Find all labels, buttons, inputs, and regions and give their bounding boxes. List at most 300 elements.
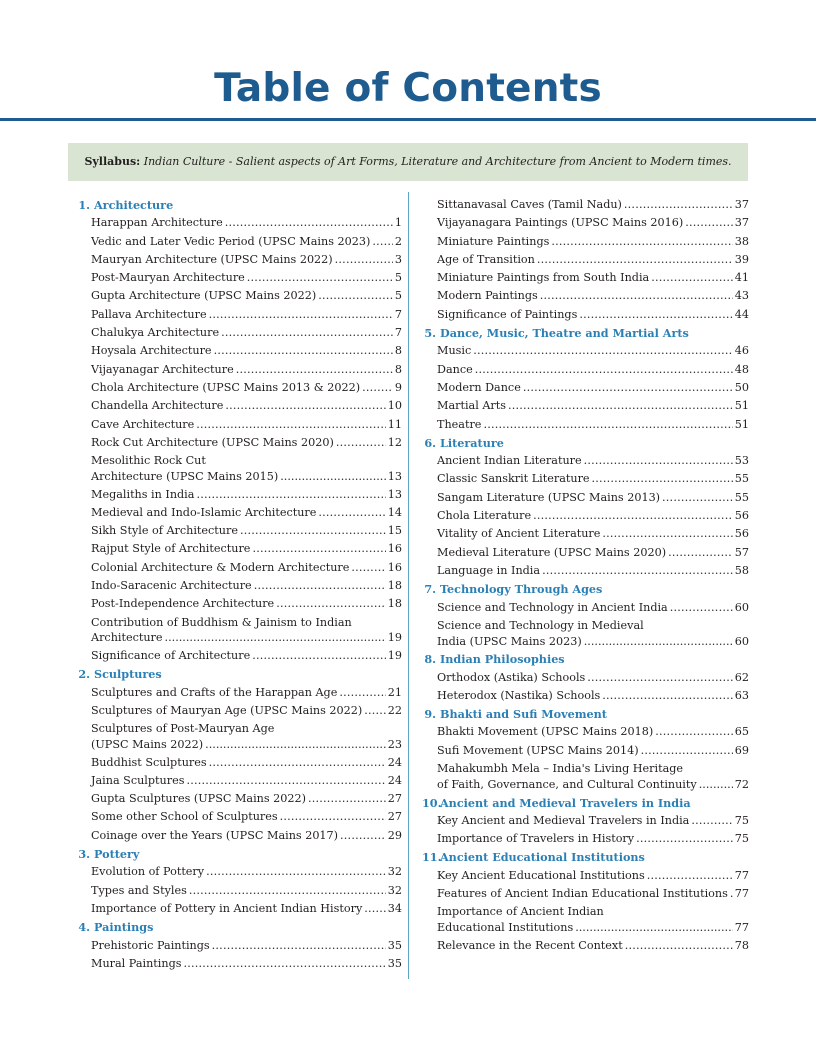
page-number: 55 bbox=[734, 472, 749, 486]
page-number: 18 bbox=[387, 579, 402, 593]
entry-title: Science and Technology in Medieval bbox=[437, 618, 644, 632]
toc-entry[interactable] bbox=[76, 647, 402, 665]
toc-entry[interactable] bbox=[76, 306, 402, 324]
section-title: Paintings bbox=[94, 920, 154, 935]
entry-title: Rajput Style of Architecture bbox=[91, 542, 251, 556]
toc-entry[interactable] bbox=[76, 790, 402, 808]
page-number: 16 bbox=[387, 560, 402, 574]
page-number: 35 bbox=[387, 938, 402, 952]
dot-leader bbox=[209, 754, 386, 772]
toc-entry[interactable] bbox=[422, 507, 749, 525]
entry-title-continued: Architecture (UPSC Mains 2015) bbox=[91, 469, 279, 483]
page-number: 24 bbox=[387, 773, 402, 787]
toc-entry[interactable] bbox=[422, 287, 749, 305]
toc-entry[interactable] bbox=[76, 486, 402, 504]
entry-title: Chola Architecture (UPSC Mains 2013 & 2022) bbox=[91, 380, 361, 394]
dot-leader bbox=[655, 723, 732, 741]
dot-leader bbox=[662, 489, 733, 507]
page-number: 5 bbox=[394, 289, 402, 303]
page-number: 13 bbox=[387, 487, 402, 501]
section-title: Architecture bbox=[94, 198, 174, 213]
page-number: 46 bbox=[734, 344, 749, 358]
entry-title: Language in India bbox=[437, 563, 541, 577]
page-number: 19 bbox=[387, 649, 402, 663]
page-number: 13 bbox=[387, 469, 402, 483]
entry-title: Importance of Ancient Indian bbox=[437, 905, 604, 919]
dot-leader bbox=[508, 397, 733, 415]
section-heading[interactable] bbox=[76, 845, 402, 863]
section-number: 4. bbox=[78, 920, 90, 935]
entry-title: Vedic and Later Vedic Period (UPSC Mains 2023) bbox=[91, 234, 371, 248]
toc-entry[interactable] bbox=[422, 885, 749, 903]
toc-entry[interactable] bbox=[422, 269, 749, 287]
toc-entry[interactable] bbox=[422, 525, 749, 543]
entry-title: Chandella Architecture bbox=[91, 399, 224, 413]
entry-title: Sculptures and Crafts of the Harappan Age bbox=[91, 685, 338, 699]
dot-leader bbox=[254, 577, 386, 595]
page-number: 62 bbox=[734, 670, 749, 684]
toc-entry[interactable] bbox=[422, 723, 749, 741]
page-number: 11 bbox=[387, 417, 402, 431]
dot-leader bbox=[624, 196, 733, 214]
section-heading[interactable] bbox=[422, 848, 749, 866]
entry-title: Music bbox=[437, 344, 472, 358]
page-number: 7 bbox=[394, 307, 402, 321]
entry-title-continued: Architecture bbox=[91, 631, 163, 645]
toc-entry[interactable] bbox=[422, 397, 749, 415]
page-number: 57 bbox=[734, 545, 749, 559]
page-number: 5 bbox=[394, 271, 402, 285]
toc-entry[interactable] bbox=[76, 772, 402, 790]
page-number: 56 bbox=[734, 509, 749, 523]
section-heading[interactable] bbox=[76, 196, 402, 214]
toc-entry[interactable] bbox=[422, 233, 749, 251]
dot-leader bbox=[189, 882, 386, 900]
toc-entry[interactable] bbox=[422, 196, 749, 214]
toc-entry[interactable] bbox=[76, 251, 402, 269]
dot-leader bbox=[641, 742, 733, 760]
page-number: 14 bbox=[387, 505, 402, 519]
page-number: 53 bbox=[734, 454, 749, 468]
entry-title: Heterodox (Nastika) Schools bbox=[437, 688, 601, 702]
dot-leader bbox=[523, 379, 733, 397]
dot-leader bbox=[335, 251, 393, 269]
section-number: 6. bbox=[424, 436, 436, 450]
entry-title-continued: India (UPSC Mains 2023) bbox=[437, 634, 582, 648]
dot-leader bbox=[699, 777, 733, 793]
toc-entry[interactable] bbox=[422, 416, 749, 434]
dot-leader bbox=[685, 214, 733, 232]
page-number: 32 bbox=[387, 883, 402, 897]
entry-title: Harappan Architecture bbox=[91, 216, 223, 230]
section-heading[interactable] bbox=[422, 793, 749, 811]
dot-leader bbox=[212, 937, 386, 955]
page-number: 44 bbox=[734, 307, 749, 321]
dot-leader bbox=[602, 525, 732, 543]
toc-entry[interactable] bbox=[76, 269, 402, 287]
section-heading[interactable] bbox=[76, 665, 402, 683]
dot-leader bbox=[240, 522, 386, 540]
entry-title: Sufi Movement (UPSC Mains 2014) bbox=[437, 743, 639, 757]
page-number: 38 bbox=[734, 234, 749, 248]
page-number: 8 bbox=[394, 344, 402, 358]
dot-leader bbox=[364, 702, 385, 720]
entry-title: Significance of Paintings bbox=[437, 307, 578, 321]
toc-entry[interactable] bbox=[422, 599, 749, 617]
toc-entry[interactable] bbox=[76, 937, 402, 955]
section-title: Dance, Music, Theatre and Martial Arts bbox=[440, 326, 689, 341]
entry-title: Megaliths in India bbox=[91, 487, 195, 501]
entry-line2 bbox=[91, 737, 402, 753]
page-number: 37 bbox=[734, 198, 749, 211]
dot-leader bbox=[247, 269, 393, 287]
entry-title: Cave Architecture bbox=[91, 417, 195, 431]
toc-entry[interactable] bbox=[76, 808, 402, 826]
section-number: 5. bbox=[424, 326, 436, 341]
page-number: 29 bbox=[387, 828, 402, 842]
section-title: Indian Philosophies bbox=[440, 652, 565, 667]
section-heading[interactable] bbox=[422, 434, 749, 452]
dot-leader bbox=[351, 559, 385, 577]
toc-entry[interactable] bbox=[76, 684, 402, 702]
section-title: Ancient and Medieval Travelers in India bbox=[440, 795, 691, 810]
toc-entry[interactable] bbox=[422, 251, 749, 269]
dot-leader bbox=[537, 251, 733, 269]
toc-entry[interactable] bbox=[76, 397, 402, 415]
dot-leader bbox=[276, 595, 386, 613]
page-number: 72 bbox=[734, 777, 749, 791]
page-number: 55 bbox=[734, 490, 749, 504]
dot-leader bbox=[221, 324, 393, 342]
toc-entry[interactable] bbox=[76, 614, 402, 647]
page-number: 18 bbox=[387, 597, 402, 611]
entry-title: Post-Independence Architecture bbox=[91, 597, 275, 611]
dot-leader bbox=[473, 342, 733, 360]
section-number: 2. bbox=[78, 667, 90, 682]
section-heading[interactable] bbox=[422, 650, 749, 668]
title-rule bbox=[0, 118, 816, 121]
dot-leader bbox=[533, 507, 733, 525]
entry-title: Pallava Architecture bbox=[91, 307, 207, 321]
entry-title: Importance of Pottery in Ancient Indian History bbox=[91, 901, 363, 915]
page-number: 27 bbox=[387, 792, 402, 806]
toc-entry[interactable] bbox=[76, 754, 402, 772]
toc-entry[interactable] bbox=[76, 233, 402, 251]
toc-entry[interactable] bbox=[76, 287, 402, 305]
entry-title: Science and Technology in Ancient India bbox=[437, 600, 668, 614]
toc-entry[interactable] bbox=[422, 903, 749, 936]
dot-leader bbox=[364, 900, 385, 918]
entry-title: Sikh Style of Architecture bbox=[91, 524, 238, 538]
toc-entry[interactable] bbox=[422, 214, 749, 232]
page-number: 3 bbox=[394, 252, 402, 266]
toc-entry[interactable] bbox=[422, 760, 749, 793]
page-number: 43 bbox=[734, 289, 749, 303]
entry-title: Key Ancient Educational Institutions bbox=[437, 868, 645, 882]
section-title: Technology Through Ages bbox=[440, 582, 603, 597]
entry-title: Indo-Saracenic Architecture bbox=[91, 579, 252, 593]
section-number: 10. bbox=[422, 795, 442, 810]
page-number: 56 bbox=[734, 527, 749, 541]
entry-title-continued: Educational Institutions bbox=[437, 920, 574, 934]
section-title: Ancient Educational Institutions bbox=[440, 850, 645, 865]
toc-entry[interactable] bbox=[76, 452, 402, 485]
toc-entry[interactable] bbox=[422, 867, 749, 885]
toc-entry[interactable] bbox=[76, 416, 402, 434]
entry-title: Chalukya Architecture bbox=[91, 326, 220, 340]
dot-leader bbox=[668, 544, 733, 562]
syllabus-text: Indian Culture - Salient aspects of Art Forms, Literature and Architecture from Ancient to Modern times. bbox=[143, 155, 732, 168]
dot-leader bbox=[670, 599, 733, 617]
dot-leader bbox=[483, 416, 732, 434]
entry-title: Mauryan Architecture (UPSC Mains 2022) bbox=[91, 252, 333, 266]
toc-entry[interactable] bbox=[422, 617, 749, 650]
toc-entry[interactable] bbox=[76, 702, 402, 720]
entry-title: Mesolithic Rock Cut bbox=[91, 454, 206, 468]
toc-entry[interactable] bbox=[422, 452, 749, 470]
dot-leader bbox=[584, 452, 733, 470]
entry-title-continued: of Faith, Governance, and Cultural Continuity bbox=[437, 777, 697, 791]
entry-title: Contribution of Buddhism & Jainism to Indian bbox=[91, 615, 352, 629]
entry-title: Prehistoric Paintings bbox=[91, 938, 210, 952]
page-title: Table of Contents bbox=[214, 66, 602, 111]
page-number: 77 bbox=[734, 886, 749, 900]
dot-leader bbox=[336, 434, 386, 452]
entry-title: Coinage over the Years (UPSC Mains 2017) bbox=[91, 828, 339, 842]
toc-entry[interactable] bbox=[76, 577, 402, 595]
page-number: 50 bbox=[734, 380, 749, 394]
toc-entry[interactable] bbox=[76, 863, 402, 881]
page-number: 7 bbox=[394, 326, 402, 340]
entry-line2 bbox=[437, 634, 749, 650]
dot-leader bbox=[636, 830, 733, 848]
page-number: 78 bbox=[734, 938, 749, 952]
toc-left-column bbox=[76, 196, 402, 973]
dot-leader bbox=[225, 397, 385, 415]
toc-entry[interactable] bbox=[76, 595, 402, 613]
dot-leader bbox=[602, 687, 732, 705]
dot-leader bbox=[625, 937, 733, 955]
dot-leader bbox=[339, 684, 385, 702]
dot-leader bbox=[308, 790, 386, 808]
page-number: 77 bbox=[734, 920, 749, 934]
section-heading[interactable] bbox=[422, 324, 749, 342]
dot-leader bbox=[165, 630, 386, 646]
dot-leader bbox=[575, 920, 733, 936]
dot-leader bbox=[214, 342, 393, 360]
toc-entry[interactable] bbox=[76, 559, 402, 577]
page-number: 41 bbox=[734, 271, 749, 285]
dot-leader bbox=[551, 233, 732, 251]
entry-title: Rock Cut Architecture (UPSC Mains 2020) bbox=[91, 435, 334, 449]
toc-entry[interactable] bbox=[76, 434, 402, 452]
page-number: 65 bbox=[734, 725, 749, 739]
page-number: 75 bbox=[734, 813, 749, 827]
entry-title: Sculptures of Post-Mauryan Age bbox=[91, 722, 275, 736]
entry-title: Orthodox (Astika) Schools bbox=[437, 670, 586, 684]
toc-entry[interactable] bbox=[76, 361, 402, 379]
entry-title: Miniature Paintings bbox=[437, 234, 550, 248]
entry-title: Martial Arts bbox=[437, 399, 507, 413]
dot-leader bbox=[592, 470, 733, 488]
page-number: 58 bbox=[734, 563, 749, 577]
toc-entry[interactable] bbox=[76, 324, 402, 342]
toc-entry[interactable] bbox=[76, 504, 402, 522]
toc-entry[interactable] bbox=[76, 379, 402, 397]
toc-entry[interactable] bbox=[422, 379, 749, 397]
entry-title: Buddhist Sculptures bbox=[91, 755, 207, 769]
dot-leader bbox=[340, 827, 386, 845]
toc-entry[interactable] bbox=[422, 669, 749, 687]
page-number: 34 bbox=[387, 901, 402, 915]
toc-entry[interactable] bbox=[76, 522, 402, 540]
entry-title: Chola Literature bbox=[437, 509, 532, 523]
toc-entry[interactable] bbox=[76, 214, 402, 232]
dot-leader bbox=[318, 287, 393, 305]
entry-title: Ancient Indian Literature bbox=[437, 454, 582, 468]
entry-title: Gupta Architecture (UPSC Mains 2022) bbox=[91, 289, 317, 303]
dot-leader bbox=[252, 647, 386, 665]
entry-title: Significance of Architecture bbox=[91, 649, 251, 663]
section-heading[interactable] bbox=[422, 580, 749, 598]
toc-entry[interactable] bbox=[422, 562, 749, 580]
page-number: 60 bbox=[734, 600, 749, 614]
entry-title: Vijayanagar Architecture bbox=[91, 362, 234, 376]
toc-entry[interactable] bbox=[76, 955, 402, 973]
dot-leader bbox=[587, 669, 732, 687]
toc-entry[interactable] bbox=[422, 489, 749, 507]
toc-entry[interactable] bbox=[422, 830, 749, 848]
page-number: 35 bbox=[387, 956, 402, 970]
dot-leader bbox=[647, 867, 733, 885]
entry-title: Vitality of Ancient Literature bbox=[437, 527, 601, 541]
toc-entry[interactable] bbox=[422, 544, 749, 562]
section-title: Sculptures bbox=[94, 667, 162, 682]
entry-title: Relevance in the Recent Context bbox=[437, 938, 623, 952]
page-number: 77 bbox=[734, 868, 749, 882]
dot-leader bbox=[236, 361, 393, 379]
page-number: 15 bbox=[387, 524, 402, 538]
entry-title: Sculptures of Mauryan Age (UPSC Mains 2022) bbox=[91, 703, 363, 717]
toc-entry[interactable] bbox=[422, 470, 749, 488]
dot-leader bbox=[475, 361, 733, 379]
entry-title: Mahakumbh Mela – India's Living Heritage bbox=[437, 762, 684, 775]
page-number: 24 bbox=[387, 755, 402, 769]
entry-title: Sangam Literature (UPSC Mains 2013) bbox=[437, 490, 661, 504]
dot-leader bbox=[225, 214, 393, 232]
dot-leader bbox=[252, 540, 385, 558]
toc-entry[interactable] bbox=[76, 342, 402, 360]
dot-leader bbox=[196, 486, 385, 504]
entry-title: Dance bbox=[437, 362, 473, 376]
dot-leader bbox=[579, 306, 732, 324]
toc-right-column bbox=[422, 196, 749, 955]
dot-leader bbox=[372, 233, 393, 251]
dot-leader bbox=[651, 269, 733, 287]
dot-leader bbox=[542, 562, 733, 580]
dot-leader bbox=[318, 504, 385, 522]
page-number: 16 bbox=[387, 542, 402, 556]
entry-title-continued: (UPSC Mains 2022) bbox=[91, 738, 204, 751]
syllabus-label: Syllabus: bbox=[84, 155, 141, 168]
dot-leader bbox=[280, 808, 386, 826]
page-number: 37 bbox=[734, 216, 749, 230]
toc-entry[interactable] bbox=[76, 540, 402, 558]
toc-entry[interactable] bbox=[76, 720, 402, 753]
page-number: 27 bbox=[387, 810, 402, 824]
entry-title: Types and Styles bbox=[91, 883, 187, 897]
section-heading[interactable] bbox=[76, 918, 402, 936]
page-number: 19 bbox=[387, 631, 402, 645]
entry-title: Medieval Literature (UPSC Mains 2020) bbox=[437, 545, 667, 559]
section-number: 3. bbox=[78, 847, 90, 862]
entry-title: Vijayanagara Paintings (UPSC Mains 2016) bbox=[437, 216, 684, 230]
entry-line2 bbox=[91, 630, 402, 646]
entry-title: Miniature Paintings from South India bbox=[437, 271, 650, 285]
entry-line2 bbox=[437, 920, 749, 936]
entry-title: Jaina Sculptures bbox=[91, 773, 185, 787]
entry-title: Key Ancient and Medieval Travelers in India bbox=[437, 813, 690, 827]
section-number: 7. bbox=[424, 582, 436, 597]
entry-title: Features of Ancient Indian Educational Institutions bbox=[437, 886, 728, 900]
toc-entry[interactable] bbox=[76, 882, 402, 900]
dot-leader bbox=[362, 379, 393, 397]
syllabus-box bbox=[68, 143, 748, 181]
dot-leader bbox=[540, 287, 733, 305]
dot-leader bbox=[196, 416, 385, 434]
dot-leader bbox=[691, 812, 732, 830]
section-title: Literature bbox=[440, 436, 504, 450]
entry-title: Bhakti Movement (UPSC Mains 2018) bbox=[437, 725, 654, 739]
dot-leader bbox=[206, 863, 386, 881]
toc-entry[interactable] bbox=[422, 687, 749, 705]
toc-entry[interactable] bbox=[422, 742, 749, 760]
entry-title: Modern Dance bbox=[437, 380, 521, 394]
page-number: 51 bbox=[734, 399, 749, 413]
entry-title: Classic Sanskrit Literature bbox=[437, 472, 590, 486]
section-heading[interactable] bbox=[422, 705, 749, 723]
entry-line2 bbox=[437, 777, 749, 793]
toc-entry[interactable] bbox=[422, 361, 749, 379]
entry-title: Sittanavasal Caves (Tamil Nadu) bbox=[437, 198, 622, 211]
dot-leader bbox=[186, 772, 385, 790]
toc-entry[interactable] bbox=[76, 900, 402, 918]
toc-entry[interactable] bbox=[422, 937, 749, 955]
section-number: 9. bbox=[424, 707, 436, 722]
entry-title: Colonial Architecture & Modern Architecture bbox=[91, 560, 350, 574]
entry-title: Mural Paintings bbox=[91, 956, 182, 970]
page-number: 51 bbox=[734, 417, 749, 431]
entry-title: Modern Paintings bbox=[437, 289, 538, 303]
dot-leader bbox=[730, 885, 733, 903]
entry-title: Theatre bbox=[437, 417, 482, 431]
page-number: 12 bbox=[387, 435, 402, 449]
toc-entry[interactable] bbox=[422, 342, 749, 360]
entry-title: Evolution of Pottery bbox=[91, 865, 205, 879]
page-number: 1 bbox=[394, 216, 402, 230]
toc-entry[interactable] bbox=[422, 812, 749, 830]
entry-line2 bbox=[91, 469, 402, 485]
page-number: 63 bbox=[734, 688, 749, 702]
page-number: 32 bbox=[387, 865, 402, 879]
page-number: 9 bbox=[394, 380, 402, 394]
toc-entry[interactable] bbox=[422, 306, 749, 324]
page-number: 23 bbox=[387, 738, 402, 751]
page-number: 69 bbox=[734, 743, 749, 757]
toc-entry[interactable] bbox=[76, 827, 402, 845]
section-number: 1. bbox=[78, 198, 90, 213]
page-number: 48 bbox=[734, 362, 749, 376]
